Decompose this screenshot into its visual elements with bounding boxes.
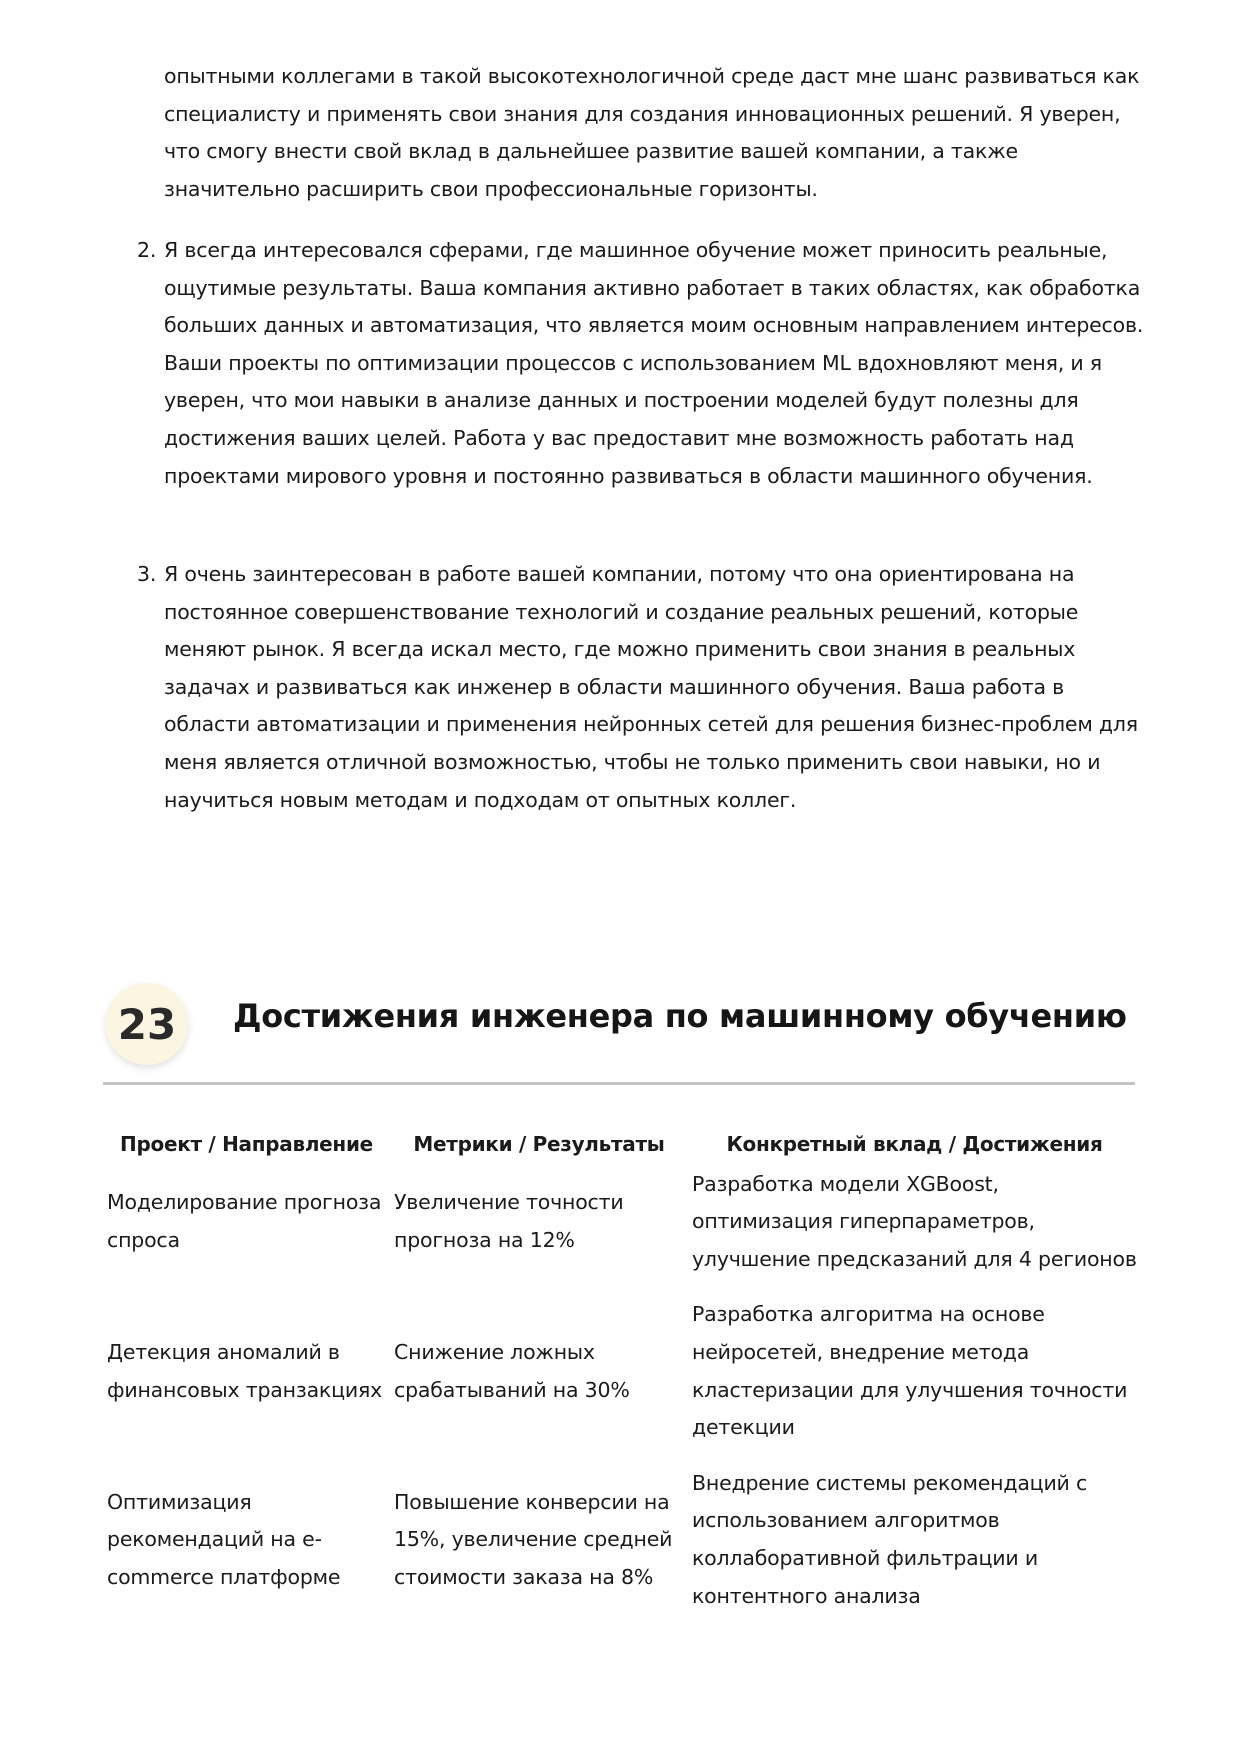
list-number: 3. (137, 562, 157, 586)
column-header-project: Проект / Направление (120, 1132, 373, 1156)
list-item-2 (137, 232, 1149, 495)
table-header-row (103, 1126, 1141, 1166)
section-title: Достижения инженера по машинному обучению (233, 997, 1127, 1035)
cell-project: Детекция аномалий в финансовых транзакциях (107, 1339, 383, 1402)
column-header-contribution: Конкретный вклад / Достижения (726, 1132, 1103, 1156)
paragraph-text: Я всегда интересовался сферами, где машинное обучение может приносить реальные, ощутимые результаты. Ваша компания активно работает в таких областях, как обработка больших данных и автоматизация, что является моим основным направлением интересов. Ваши проекты по оптимизации процессов с использованием ML вдохновляют меня, и я уверен, что мои навыки в анализе данных и построении моделей будут полезны для достижения ваших целей. Работа у вас предоставит мне возможность работать над проектами мирового уровня и постоянно развиваться в области машинного обучения. (164, 238, 1144, 488)
table-row (103, 1296, 1141, 1464)
paragraph-text: Я очень заинтересован в работе вашей компании, потому что она ориентирована на постоянное совершенствование технологий и создание реальных решений, которые меняют рынок. Я всегда искал место, где можно применить свои знания в реальных задачах и развиваться как инженер в области машинного обучения. Ваша работа в области автоматизации и применения нейронных сетей для решения бизнес-проблем для меня является отличной возможностью, чтобы не только применить свои навыки, но и научиться новым методам и подходам от опытных коллег. (164, 562, 1138, 812)
cell-contribution: Разработка алгоритма на основе нейросетей, внедрение метода кластеризации для улучшения точности детекции (692, 1302, 1128, 1440)
paragraph-text: опытными коллегами в такой высокотехнологичной среде даст мне шанс развиваться как специалисту и применять свои знания для создания инновационных решений. Я уверен, что смогу внести свой вклад в дальнейшее развитие вашей компании, а также значительно расширить свои профессиональные горизонты. (164, 64, 1140, 201)
table-row (103, 1166, 1141, 1297)
column-header-metrics: Метрики / Результаты (413, 1132, 665, 1156)
section-divider (103, 1082, 1135, 1085)
cell-project: Оптимизация рекомендаций на e-commerce платформе (107, 1489, 341, 1589)
table-row (103, 1465, 1141, 1633)
paragraph-continued (164, 58, 1149, 208)
list-item-3 (137, 556, 1149, 819)
cell-metrics: Снижение ложных срабатываний на 30% (394, 1339, 630, 1402)
list-number: 2. (137, 238, 157, 262)
cell-contribution: Разработка модели XGBoost, оптимизация гиперпараметров, улучшение предсказаний для 4 регионов (692, 1171, 1137, 1271)
section-header (103, 975, 1135, 1090)
section-number-badge: 23 (106, 983, 188, 1065)
achievements-table (103, 1126, 1141, 1633)
cell-contribution: Внедрение системы рекомендаций с использованием алгоритмов коллаборативной фильтрации и контентного анализа (692, 1470, 1088, 1608)
cell-metrics: Повышение конверсии на 15%, увеличение средней стоимости заказа на 8% (394, 1489, 673, 1589)
cell-metrics: Увеличение точности прогноза на 12% (394, 1190, 624, 1252)
cell-project: Моделирование прогноза спроса (107, 1190, 382, 1252)
